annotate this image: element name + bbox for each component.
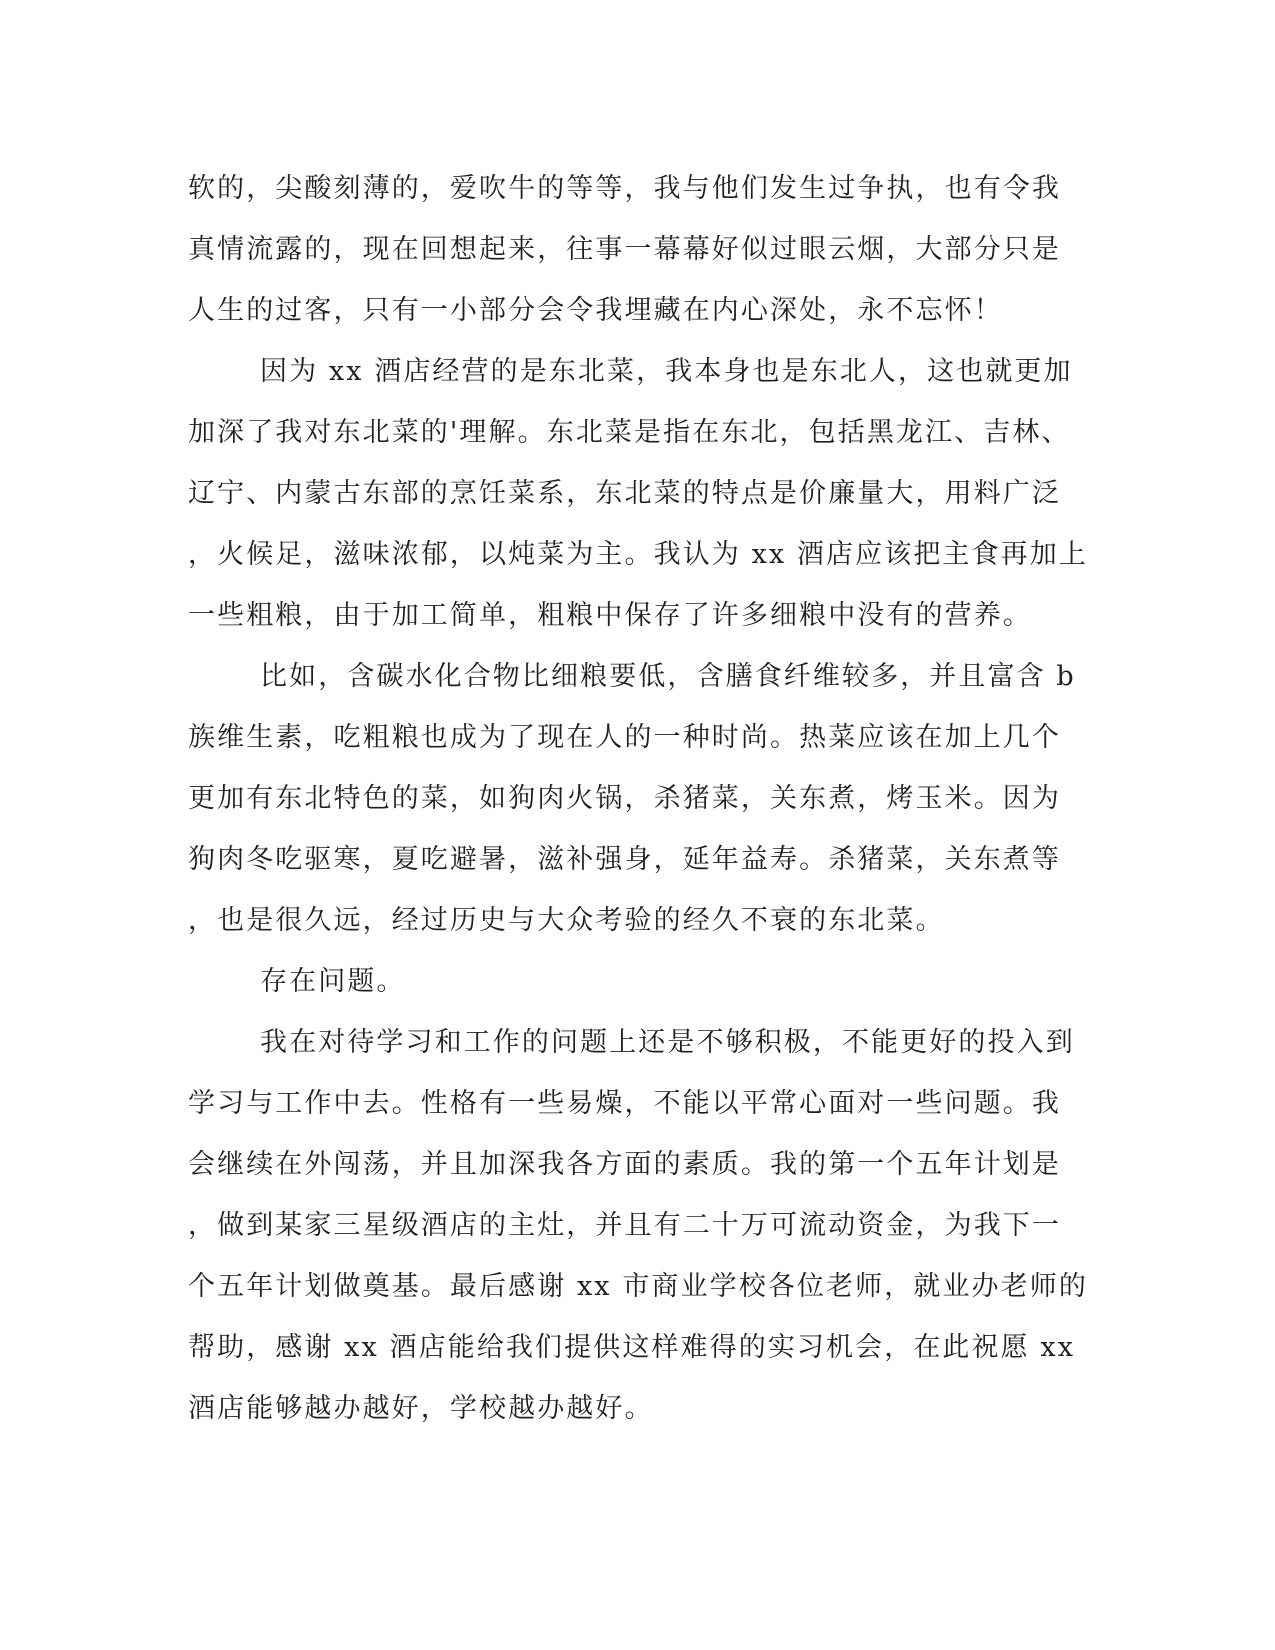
- paragraph-start-line: 比如，含碳水化合物比细粮要低，含膳食纤维较多，并且富含 b: [260, 661, 1076, 692]
- text-line: 狗肉冬吃驱寒，夏吃避暑，滋补强身，延年益寿。杀猪菜，关东煮等: [188, 844, 1061, 875]
- body-text: [188, 158, 1088, 1439]
- text-line: 学习与工作中去。性格有一些易燥，不能以平常心面对一些问题。我: [188, 1088, 1061, 1119]
- text-line: ，火候足，滋味浓郁，以炖菜为主。我认为 xx 酒店应该把主食再加上: [188, 539, 1088, 570]
- text-line: ，做到某家三星级酒店的主灶，并且有二十万可流动资金，为我下一: [188, 1210, 1061, 1241]
- text-line: 人生的过客，只有一小部分会令我埋藏在内心深处，永不忘怀！: [188, 295, 1003, 326]
- text-line: 加深了我对东北菜的'理解。东北菜是指在东北，包括黑龙江、吉林、: [188, 417, 1071, 448]
- paragraph-start-line: 我在对待学习和工作的问题上还是不够积极，不能更好的投入到: [260, 1027, 1075, 1058]
- text-line: 个五年计划做奠基。最后感谢 xx 市商业学校各位老师，就业办老师的: [188, 1271, 1088, 1302]
- text-line: 更加有东北特色的菜，如狗肉火锅，杀猪菜，关东煮，烤玉米。因为: [188, 783, 1061, 814]
- text-line: 帮助，感谢 xx 酒店能给我们提供这样难得的实习机会，在此祝愿 xx: [188, 1332, 1076, 1363]
- text-line: 辽宁、内蒙古东部的烹饪菜系，东北菜的特点是价廉量大，用料广泛: [188, 478, 1061, 509]
- section-heading-line: 存在问题。: [260, 966, 406, 997]
- text-line: 软的，尖酸刻薄的，爱吹牛的等等，我与他们发生过争执，也有令我: [188, 173, 1061, 204]
- paragraph-start-line: 因为 xx 酒店经营的是东北菜，我本身也是东北人，这也就更加: [260, 356, 1073, 387]
- text-line: 酒店能够越办越好，学校越办越好。: [188, 1393, 654, 1424]
- text-line: 真情流露的，现在回想起来，往事一幕幕好似过眼云烟，大部分只是: [188, 234, 1061, 265]
- text-line: ，也是很久远，经过历史与大众考验的经久不衰的东北菜。: [188, 905, 945, 936]
- text-line: 一些粗粮，由于加工简单，粗粮中保存了许多细粮中没有的营养。: [188, 600, 1032, 631]
- text-line: 族维生素，吃粗粮也成为了现在人的一种时尚。热菜应该在加上几个: [188, 722, 1061, 753]
- text-line: 会继续在外闯荡，并且加深我各方面的素质。我的第一个五年计划是: [188, 1149, 1061, 1180]
